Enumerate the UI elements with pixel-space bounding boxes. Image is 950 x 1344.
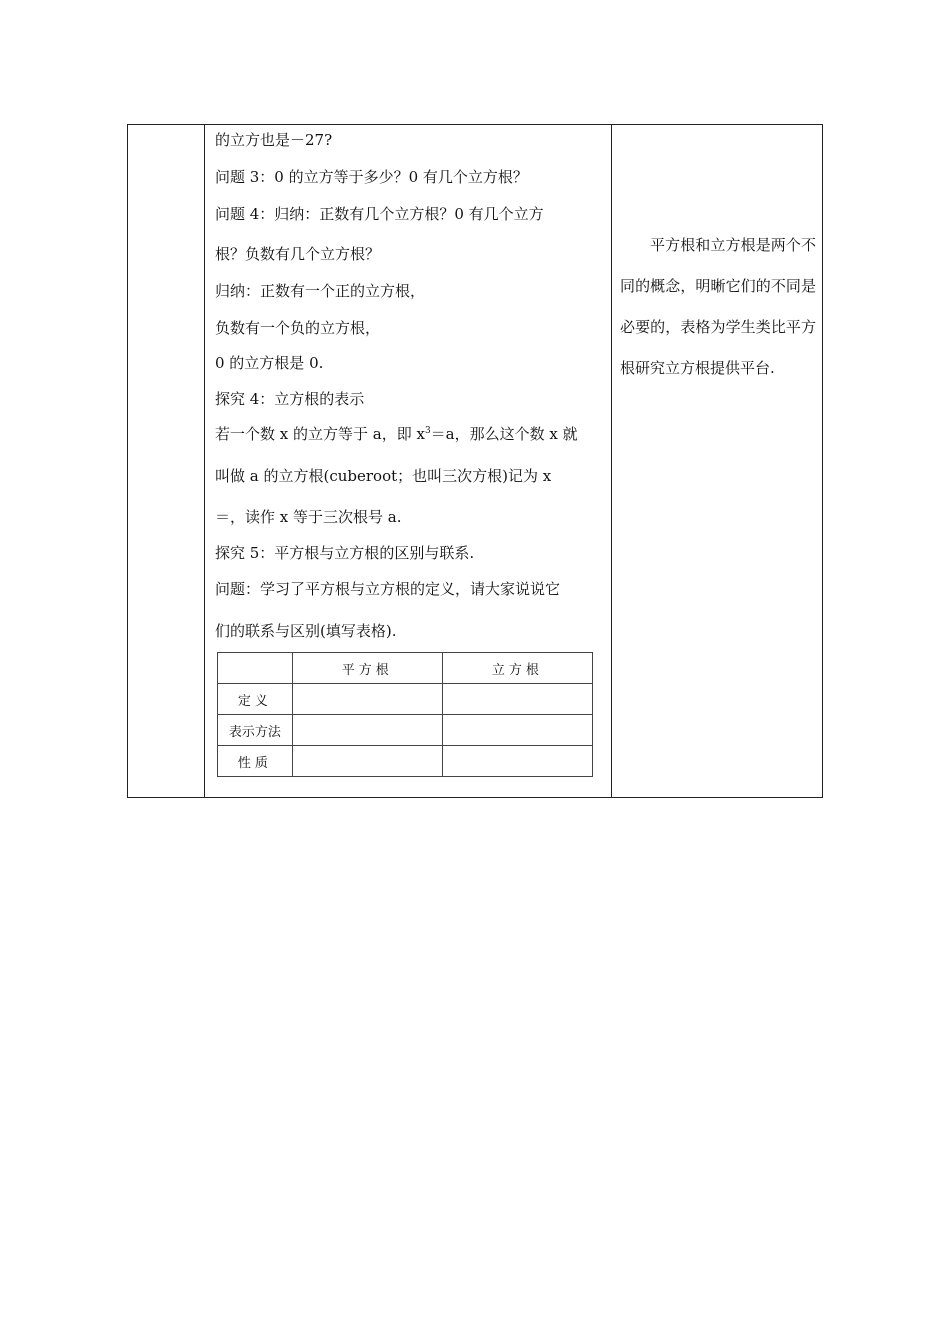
comparison-table <box>217 652 593 777</box>
table-row <box>218 715 593 746</box>
content-line-13: 问题：学习了平方根与立方根的定义，请大家说说它 <box>215 580 561 598</box>
content-line-14: 们的联系与区别(填写表格). <box>215 622 397 640</box>
lesson-table <box>127 124 823 798</box>
content-line-1: 的立方也是－27? <box>215 131 333 149</box>
content-line-9 <box>215 423 578 444</box>
content-line-6: 负数有一个负的立方根， <box>215 319 381 337</box>
content-line-4: 根？负数有几个立方根？ <box>215 245 381 263</box>
column-divider-2 <box>611 125 612 797</box>
content-line-12: 探究 5：平方根与立方根的区别与联系. <box>215 544 475 562</box>
row-label-definition: 定义 <box>218 684 293 715</box>
table-cell <box>292 715 442 746</box>
table-row <box>218 684 593 715</box>
content-line-5: 归纳：正数有一个正的立方根， <box>215 282 426 300</box>
table-cell <box>442 715 592 746</box>
cube-exponent: 3 <box>424 426 431 436</box>
content-line-7: 0 的立方根是 0. <box>215 354 324 372</box>
design-note-text: 平方根和立方根是两个不同的概念，明晰它们的不同是必要的，表格为学生类比平方根研究立方根提供平台. <box>620 236 816 377</box>
table-header-cube-root: 立方根 <box>442 653 592 684</box>
content-line-2: 问题 3：0 的立方等于多少？0 有几个立方根？ <box>215 168 528 186</box>
table-cell <box>292 684 442 715</box>
design-note <box>620 225 816 389</box>
content-line-8: 探究 4：立方根的表示 <box>215 390 365 408</box>
row-label-notation: 表示方法 <box>218 715 293 746</box>
table-header-square-root: 平方根 <box>292 653 442 684</box>
row-label-properties: 性质 <box>218 746 293 777</box>
content-line-10: 叫做 a 的立方根(cuberoot；也叫三次方根)记为 x <box>215 467 552 485</box>
content-line-11: ＝，读作 x 等于三次根号 a. <box>215 508 402 526</box>
content-line-3: 问题 4：归纳：正数有几个立方根？0 有几个立方 <box>215 205 544 223</box>
table-header-cell <box>218 653 293 684</box>
cube-definition-text-end: ＝a，那么这个数 x 就 <box>430 425 578 443</box>
table-cell <box>442 746 592 777</box>
table-cell <box>292 746 442 777</box>
column-divider-1 <box>204 125 205 797</box>
table-cell <box>442 684 592 715</box>
table-header-row <box>218 653 593 684</box>
cube-definition-text: 若一个数 x 的立方等于 a，即 x <box>215 425 425 443</box>
table-row <box>218 746 593 777</box>
